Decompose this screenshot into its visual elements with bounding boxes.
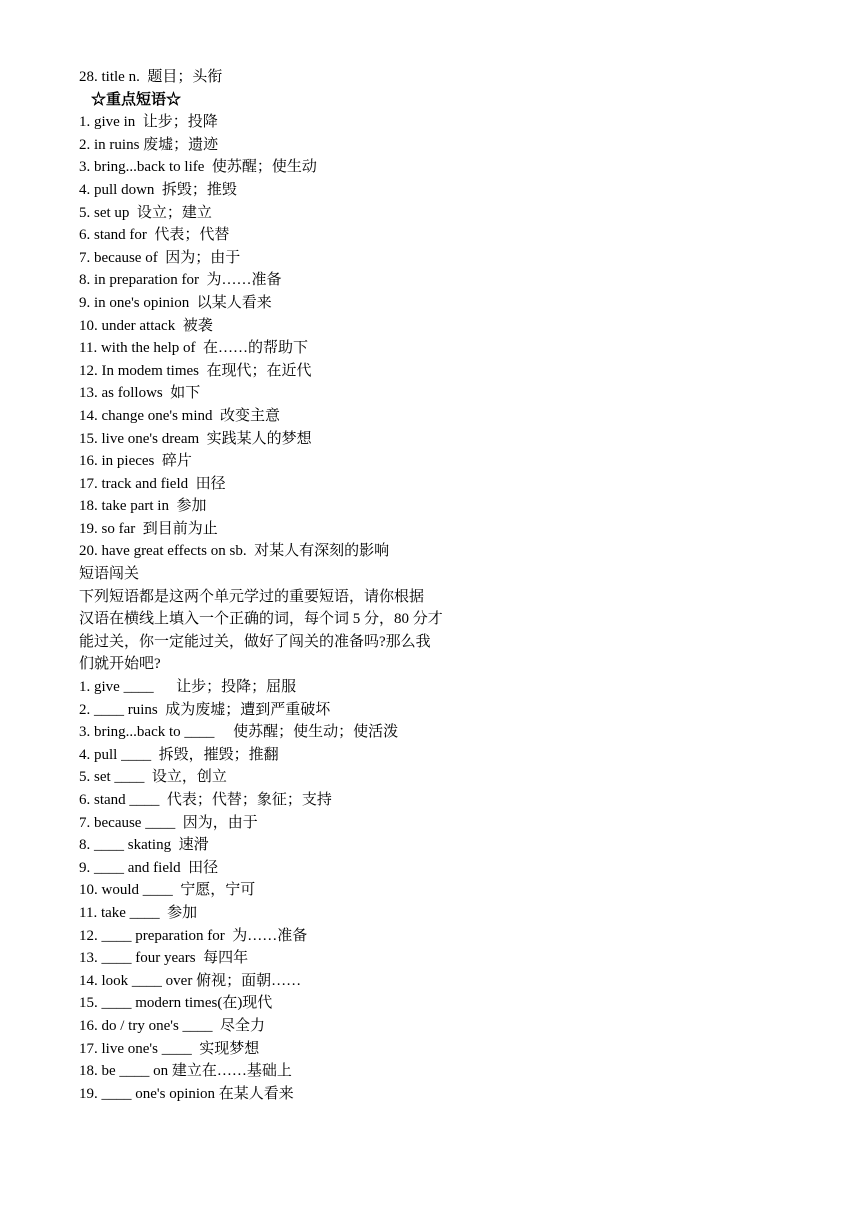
quiz-item: 11. take ____ 参加 [79, 904, 198, 921]
quiz-item: 4. pull ____ 拆毁，摧毁；推翻 [79, 746, 279, 763]
phrase-item: 10. under attack 被袭 [79, 317, 213, 334]
quiz-item: 7. because ____ 因为，由于 [79, 814, 258, 831]
quiz-item: 13. ____ four years 每四年 [79, 950, 249, 967]
quiz-intro-line: 下列短语都是这两个单元学过的重要短语，请你根据 [79, 588, 425, 605]
quiz-item: 12. ____ preparation for 为……准备 [79, 927, 308, 944]
phrase-item: 9. in one's opinion 以某人看来 [79, 294, 272, 311]
quiz-item: 14. look ____ over 俯视；面朝…… [79, 972, 302, 989]
quiz-title: 短语闯关 [79, 566, 140, 583]
vocab-item-28: 28. title n. 题目；头衔 [79, 69, 223, 85]
phrase-item: 5. set up 设立；建立 [79, 204, 212, 221]
quiz-item: 18. be ____ on 建立在……基础上 [79, 1063, 292, 1080]
quiz-item: 1. give ____ 让步；投降；屈服 [79, 679, 297, 696]
phrase-item: 7. because of 因为；由于 [79, 249, 241, 266]
phrase-item: 1. give in 让步；投降 [79, 114, 218, 131]
quiz-item: 3. bring...back to ____ 使苏醒；使生动；使活泼 [79, 724, 399, 741]
phrases-list [79, 111, 599, 563]
quiz-item: 19. ____ one's opinion 在某人看来 [79, 1085, 294, 1102]
quiz-list [79, 676, 599, 1105]
quiz-item: 10. would ____ 宁愿，宁可 [79, 882, 256, 899]
quiz-item: 17. live one's ____ 实现梦想 [79, 1040, 260, 1057]
quiz-intro-line: 汉语在横线上填入一个正确的词，每个词 5 分，80 分才 [79, 611, 443, 628]
quiz-item: 15. ____ modern times(在)现代 [79, 995, 273, 1012]
quiz-item: 5. set ____ 设立，创立 [79, 769, 227, 786]
phrase-item: 11. with the help of 在……的帮助下 [79, 340, 309, 357]
quiz-intro-line: 们就开始吧? [79, 656, 161, 673]
phrases-heading: ☆重点短语☆ [91, 91, 182, 108]
phrase-item: 13. as follows 如下 [79, 385, 201, 402]
quiz-item: 8. ____ skating 速滑 [79, 837, 209, 854]
phrase-item: 16. in pieces 碎片 [79, 453, 192, 470]
quiz-item: 2. ____ ruins 成为废墟；遭到严重破坏 [79, 701, 331, 718]
phrase-item: 8. in preparation for 为……准备 [79, 272, 282, 289]
phrase-item: 17. track and field 田径 [79, 475, 226, 492]
phrase-item: 19. so far 到目前为止 [79, 520, 218, 537]
quiz-intro [79, 586, 599, 676]
phrase-item: 6. stand for 代表；代替 [79, 227, 230, 244]
phrase-item: 15. live one's dream 实践某人的梦想 [79, 430, 312, 447]
quiz-item: 6. stand ____ 代表；代替；象征；支持 [79, 792, 332, 808]
quiz-item: 9. ____ and field 田径 [79, 859, 219, 876]
quiz-item: 16. do / try one's ____ 尽全力 [79, 1017, 266, 1034]
phrase-item: 2. in ruins 废墟；遗迹 [79, 136, 219, 153]
phrase-item: 14. change one's mind 改变主意 [79, 407, 281, 424]
phrase-item: 4. pull down 拆毁；推毁 [79, 181, 237, 198]
phrase-item: 12. In modem times 在现代；在近代 [79, 362, 312, 379]
quiz-intro-line: 能过关，你一定能过关，做好了闯关的准备吗?那么我 [79, 633, 431, 650]
phrase-item: 3. bring...back to life 使苏醒；使生动 [79, 159, 317, 176]
phrase-item: 18. take part in 参加 [79, 498, 207, 515]
document-page [79, 66, 599, 1105]
phrase-item: 20. have great effects on sb. 对某人有深刻的影响 [79, 543, 390, 560]
